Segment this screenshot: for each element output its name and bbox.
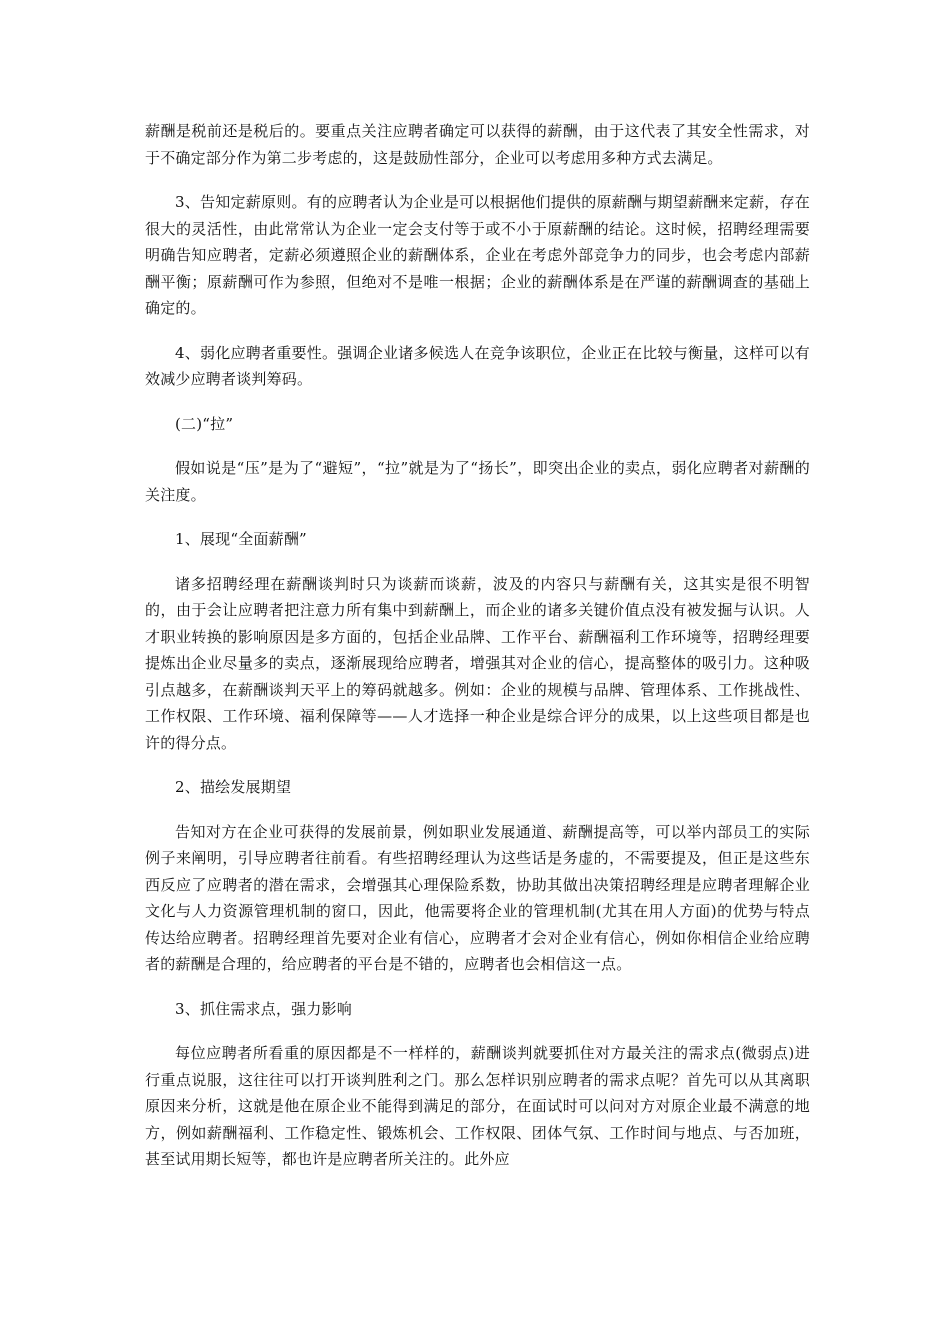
paragraph-pay-principle: 3、告知定薪原则。有的应聘者认为企业是可以根据他们提供的原薪酬与期望薪酬来定薪，存在很大的灵活性，由此常常认为企业一定会支付等于或不小于原薪酬的结论。这时候，招聘经理需要明确告知应聘者，定薪必须遵照企业的薪酬体系，企业在考虑外部竞争力的同步，也会考虑内部薪酬平衡；原薪酬可作为参照，但绝对不是唯一根据；企业的薪酬体系是在严谨的薪酬调查的基础上确定的。 — [145, 193, 810, 317]
paragraph-salary-continuation: 薪酬是税前还是税后的。要重点关注应聘者确定可以获得的薪酬，由于这代表了其安全性需求，对于不确定部分作为第二步考虑的，这是鼓励性部分，企业可以考虑用多种方式去满足。 — [145, 122, 810, 167]
paragraph-needs: 每位应聘者所看重的原因都是不一样样的，薪酬谈判就要抓住对方最关注的需求点(微弱点)进行重点说服，这往往可以打开谈判胜利之门。那么怎样识别应聘者的需求点呢？首先可以从其离职原因来分析，这就是他在原企业不能得到满足的部分，在面试时可以问对方对原企业最不满意的地方，例如薪酬福利、工作稳定性、锻炼机会、工作权限、团体气氛、工作时间与地点、与否加班，甚至试用期长短等，都也许是应聘者所关注的。此外应 — [145, 1044, 810, 1168]
subheading-needs: 3、抓住需求点，强力影响 — [175, 999, 352, 1018]
subheading-development: 2、描绘发展期望 — [175, 778, 292, 796]
subheading-total-compensation: 1、展现“全面薪酬” — [175, 530, 307, 548]
paragraph-weaken-importance: 4、弱化应聘者重要性。强调企业诸多候选人在竞争该职位，企业正在比较与衡量，这样可以有效减少应聘者谈判筹码。 — [145, 343, 810, 388]
section-heading-pull: (二)“拉” — [175, 414, 234, 433]
paragraph-development: 告知对方在企业可获得的发展前景，例如职业发展通道、薪酬提高等，可以举内部员工的实际例子来阐明，引导应聘者往前看。有些招聘经理认为这些话是务虚的，不需要提及，但正是这些东西反应了应聘者的潜在需求，会增强其心理保险系数，协助其做出决策招聘经理是应聘者理解企业文化与人力资源管理机制的窗口，因此，他需要将企业的管理机制(尤其在用人方面)的优势与特点传达给应聘者。招聘经理首先要对企业有信心，应聘者才会对企业有信心，例如你相信企业给应聘者的薪酬是合理的，给应聘者的平台是不错的，应聘者也会相信这一点。 — [145, 822, 810, 973]
paragraph-pull-intro: 假如说是“压”是为了“避短”，“拉”就是为了“扬长”，即突出企业的卖点，弱化应聘者对薪酬的关注度。 — [145, 459, 810, 504]
document-body — [145, 118, 810, 1191]
paragraph-total-compensation: 诸多招聘经理在薪酬谈判时只为谈薪而谈薪，波及的内容只与薪酬有关，这其实是很不明智的，由于会让应聘者把注意力所有集中到薪酬上，而企业的诸多关键价值点没有被发掘与认识。人才职业转换的影响原因是多方面的，包括企业品牌、工作平台、薪酬福利工作环境等，招聘经理要提炼出企业尽量多的卖点，逐渐展现给应聘者，增强其对企业的信心，提高整体的吸引力。这种吸引点越多，在薪酬谈判天平上的筹码就越多。例如：企业的规模与品牌、管理体系、工作挑战性、工作权限、工作环境、福利保障等——人才选择一种企业是综合评分的成果，以上这些项目都是也许的得分点。 — [145, 574, 810, 752]
